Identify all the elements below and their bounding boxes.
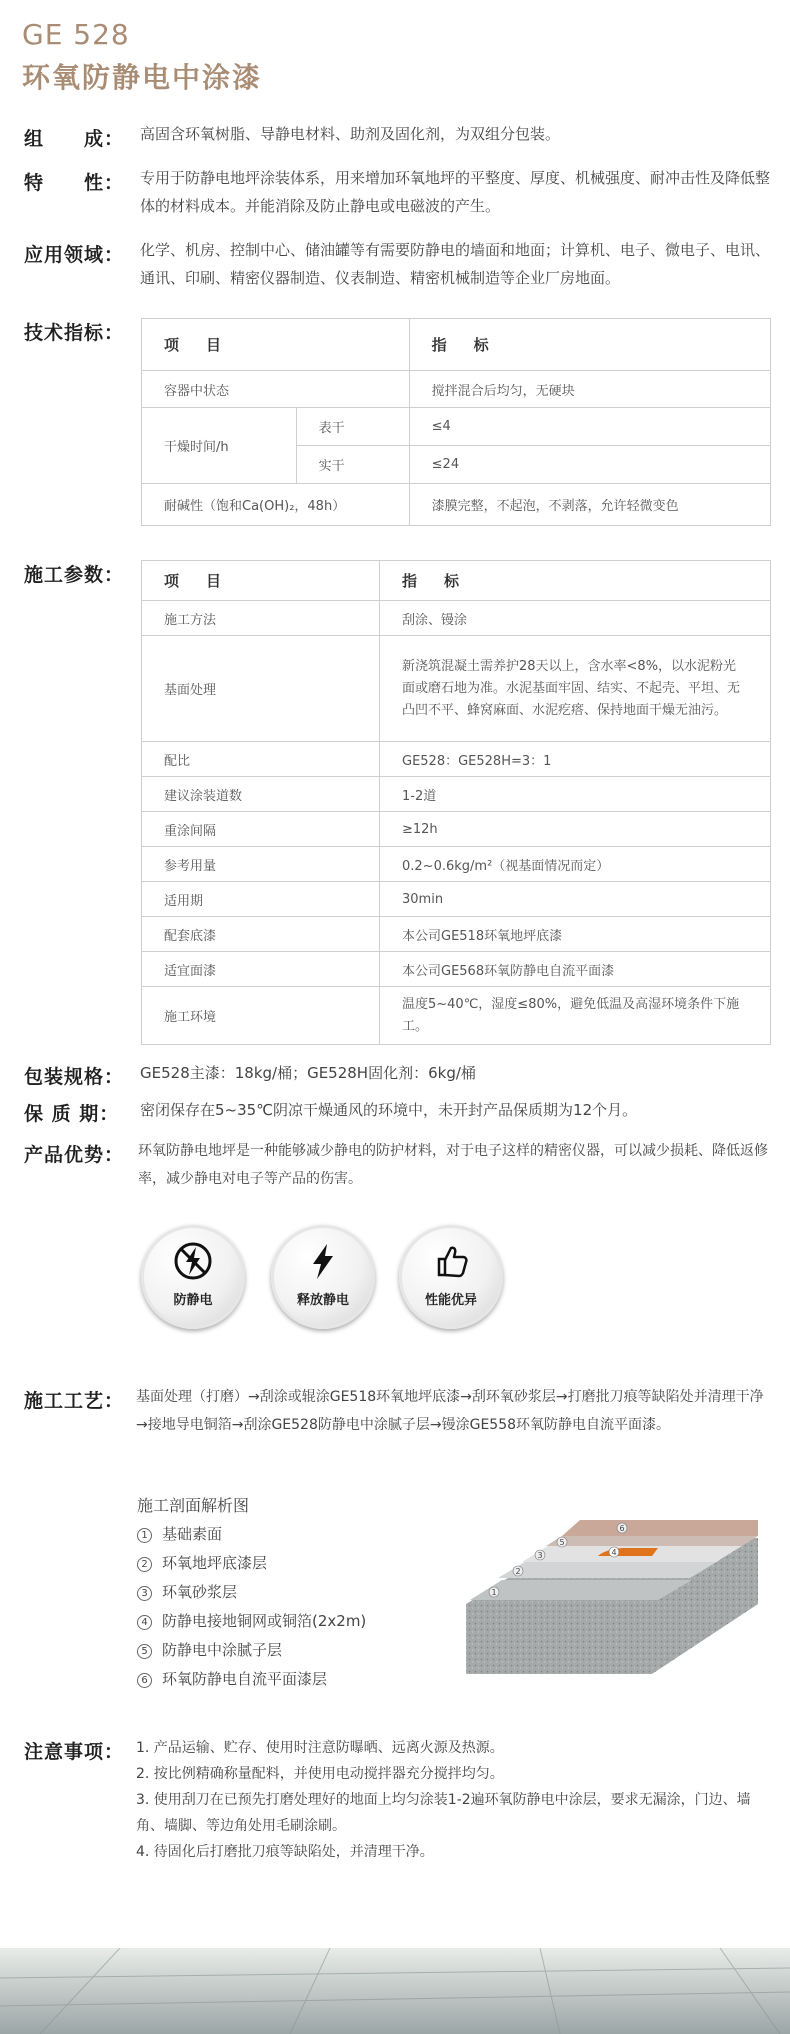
layer-name: 环氧防静电自流平面漆层 [162, 1670, 328, 1688]
badge-release-static [271, 1225, 375, 1329]
product-title: 环氧防静电中涂漆 [22, 61, 263, 94]
badge-label: 释放静电 [296, 1293, 349, 1308]
process-text: 基面处理（打磨）→刮涂或辊涂GE518环氧地坪底漆→刮环氧砂浆层→打磨批刀痕等缺陷处并清理干净→接地导电铜箔→刮涂GE528防静电中涂腻子层→镘涂GE558环氧防静电自流平面漆。 [136, 1389, 764, 1433]
tech-drying-item: 干燥时间/h [142, 408, 297, 484]
row-item: 施工方法 [142, 601, 380, 636]
svg-text:2: 2 [515, 1567, 521, 1576]
row-item: 适宜面漆 [142, 952, 380, 987]
product-code: GE 528 [22, 18, 130, 51]
badge-label: 防静电 [173, 1293, 213, 1308]
shelf-life-text: 密闭保存在5~35℃阴凉干燥通风的环境中，未开封产品保质期为12个月。 [140, 1101, 638, 1119]
composition-label: 组 成： [24, 128, 125, 150]
row-value: 本公司GE568环氧防静电自流平面漆 [380, 952, 771, 987]
layer-1-surface [470, 1580, 692, 1600]
tech-surface-dry-value: ≤4 [409, 408, 770, 446]
row-item: 配套底漆 [142, 917, 380, 952]
layer-number: 5 [137, 1644, 152, 1659]
svg-text:4: 4 [611, 1548, 617, 1557]
layer-name: 防静电接地铜网或铜箔(2x2m) [162, 1612, 367, 1630]
layer-number: 2 [137, 1557, 152, 1572]
tech-label: 技术指标： [24, 322, 125, 344]
tech-header-value: 指 标 [409, 319, 770, 371]
layer-name: 基础素面 [162, 1525, 223, 1543]
note-item: 1. 产品运输、贮存、使用时注意防曝晒、远离火源及热源。 [136, 1740, 504, 1756]
tech-container-item: 容器中状态 [142, 371, 410, 408]
row-item: 参考用量 [142, 847, 380, 882]
layer-5-surface [546, 1536, 758, 1546]
row-value: 1-2道 [380, 777, 771, 812]
tech-hard-dry-label: 实干 [296, 446, 409, 484]
tech-container-value: 搅拌混合后均匀，无硬块 [409, 371, 770, 408]
layer-number: 1 [137, 1528, 152, 1543]
thumbs-up-icon [431, 1241, 471, 1281]
layer-legend-item [137, 1668, 327, 1689]
table-row [142, 408, 771, 446]
layer-2-surface [498, 1560, 720, 1578]
table-row [142, 484, 771, 526]
note-item: 4. 待固化后打磨批刀痕等缺陷处，并清理干净。 [136, 1844, 434, 1860]
table-row [142, 917, 771, 952]
row-value: 30min [380, 882, 771, 917]
table-row [142, 601, 771, 636]
table-row [142, 882, 771, 917]
row-value: 0.2~0.6kg/m²（视基面情况而定） [380, 847, 771, 882]
tech-alkali-item: 耐碱性（饱和Ca(OH)₂，48h） [142, 484, 410, 526]
shelf-life-label: 保 质 期： [24, 1103, 120, 1125]
notes-label: 注意事项： [24, 1741, 125, 1763]
table-row [142, 987, 771, 1045]
tech-surface-dry-label: 表干 [296, 408, 409, 446]
table-row [142, 371, 771, 408]
diagram-title: 施工剖面解析图 [137, 1496, 250, 1515]
construction-table [141, 560, 771, 1045]
row-value: 刮涂、镘涂 [380, 601, 771, 636]
row-value: GE528：GE528H=3：1 [380, 742, 771, 777]
note-item: 2. 按比例精确称量配料，并使用电动搅拌器充分搅拌均匀。 [136, 1766, 504, 1782]
table-row [142, 952, 771, 987]
layer-legend-item [137, 1552, 267, 1573]
tech-hard-dry-value: ≤24 [409, 446, 770, 484]
row-item: 重涂间隔 [142, 812, 380, 847]
layer-legend-item [137, 1523, 222, 1544]
row-value: 本公司GE518环氧地坪底漆 [380, 917, 771, 952]
lightning-icon [303, 1241, 343, 1281]
svg-text:6: 6 [619, 1524, 625, 1533]
layer-name: 环氧砂浆层 [162, 1583, 238, 1601]
process-label: 施工工艺： [24, 1390, 125, 1412]
properties-label: 特 性： [24, 172, 125, 194]
layer-number: 6 [137, 1673, 152, 1688]
table-row [142, 812, 771, 847]
floor-photo-banner [0, 1948, 790, 2034]
row-item: 施工环境 [142, 987, 380, 1045]
layer-name: 防静电中涂腻子层 [162, 1641, 283, 1659]
advantages-label: 产品优势： [24, 1144, 125, 1166]
row-item: 配比 [142, 742, 380, 777]
row-value: ≥12h [380, 812, 771, 847]
table-row [142, 847, 771, 882]
anti-static-icon [173, 1241, 213, 1281]
packaging-label: 包装规格： [24, 1066, 125, 1088]
svg-text:5: 5 [559, 1538, 565, 1547]
composition-text: 高固含环氧树脂、导静电材料、助剂及固化剂，为双组分包装。 [140, 125, 561, 143]
applications-label: 应用领域： [24, 244, 125, 266]
properties-text: 专用于防静电地坪涂装体系，用来增加环氧地坪的平整度、厚度、机械强度、耐冲击性及降低整体的材料成本。并能消除及防止静电或电磁波的产生。 [140, 169, 771, 215]
note-item: 3. 使用刮刀在已预先打磨处理好的地面上均匀涂装1-2遍环氧防静电中涂层，要求无漏涂，门边、墙角、墙脚、等边角处用毛刷涂刷。 [136, 1792, 751, 1834]
layer-legend-item [137, 1581, 237, 1602]
table-row [142, 777, 771, 812]
construction-header-item: 项 目 [142, 561, 380, 601]
row-item: 建议涂装道数 [142, 777, 380, 812]
badge-performance [399, 1225, 503, 1329]
layer-legend-item [137, 1610, 366, 1631]
tech-alkali-value: 漆膜完整，不起泡，不剥落，允许轻微变色 [409, 484, 770, 526]
construction-label: 施工参数： [24, 564, 125, 586]
layer-name: 环氧地坪底漆层 [162, 1554, 268, 1572]
table-row [142, 636, 771, 742]
layer-6-surface [562, 1520, 758, 1536]
svg-text:3: 3 [537, 1551, 543, 1560]
row-item: 基面处理 [142, 636, 380, 742]
layer-number: 3 [137, 1586, 152, 1601]
row-item: 适用期 [142, 882, 380, 917]
advantages-text: 环氧防静电地坪是一种能够减少静电的防护材料，对于电子这样的精密仪器，可以减少损耗、降低返修率，减少静电对电子等产品的伤害。 [138, 1143, 768, 1187]
tech-header-item: 项 目 [142, 319, 410, 371]
row-value: 新浇筑混凝土需养护28天以上，含水率<8%，以水泥粉光面或磨石地为准。水泥基面牢固、结实、不起壳、平坦、无凸凹不平、蜂窝麻面、水泥疙瘩、保持地面干燥无油污。 [380, 636, 771, 742]
badge-anti-static [141, 1225, 245, 1329]
applications-text: 化学、机房、控制中心、储油罐等有需要防静电的墙面和地面；计算机、电子、微电子、电讯、通讯、印刷、精密仪器制造、仪表制造、精密机械制造等企业厂房地面。 [140, 241, 771, 287]
layer-number: 4 [137, 1615, 152, 1630]
tech-table [141, 318, 771, 526]
layer-legend-item [137, 1639, 282, 1660]
svg-text:1: 1 [491, 1588, 497, 1597]
badge-label: 性能优异 [424, 1293, 477, 1308]
row-value: 温度5~40℃，湿度≤80%，避免低温及高湿环境条件下施工。 [380, 987, 771, 1045]
construction-header-value: 指 标 [380, 561, 771, 601]
table-row [142, 742, 771, 777]
cross-section-diagram [462, 1508, 762, 1686]
packaging-text: GE528主漆：18kg/桶；GE528H固化剂：6kg/桶 [140, 1064, 476, 1082]
